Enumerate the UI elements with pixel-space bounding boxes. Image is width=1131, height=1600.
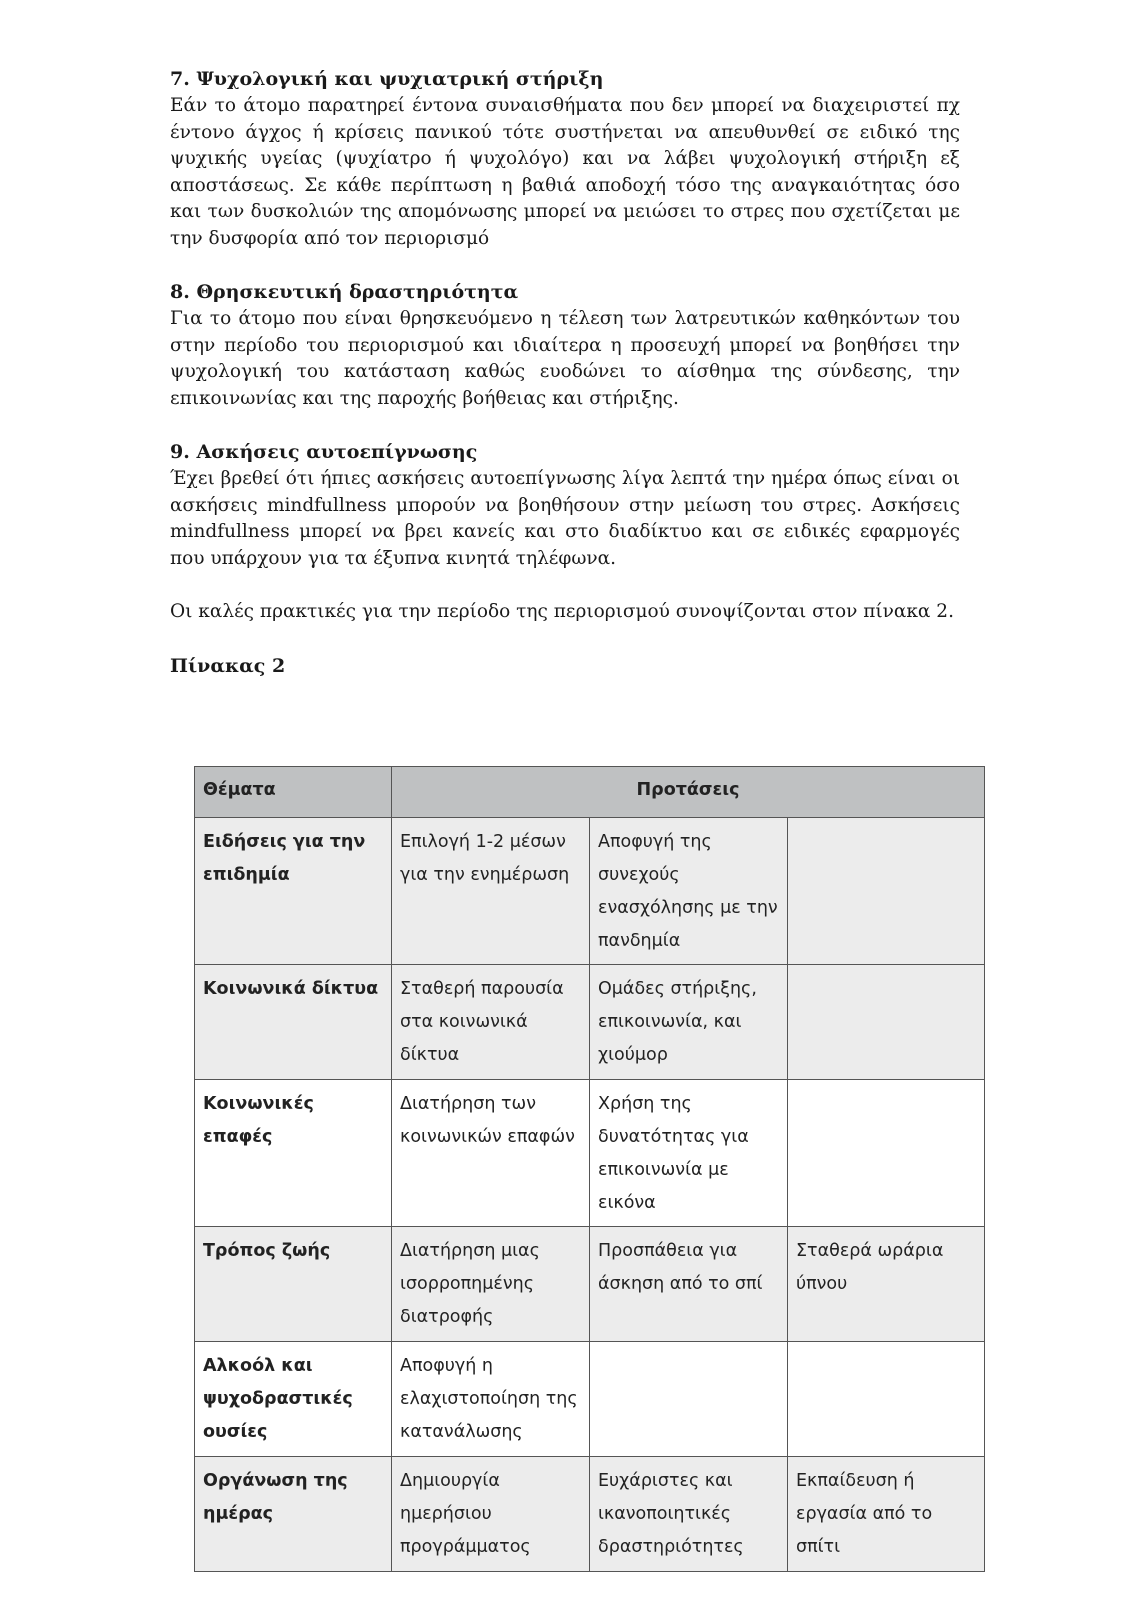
table-row (195, 1080, 985, 1227)
row-topic: Κοινωνικά δίκτυα (195, 965, 392, 1080)
row-topic: Κοινωνικές επαφές (195, 1080, 392, 1227)
row-suggestion-1: Διατήρηση μιας ισορροπημένης διατροφής (392, 1227, 590, 1342)
row-topic: Οργάνωση της ημέρας (195, 1457, 392, 1572)
table-row (195, 1457, 985, 1572)
row-suggestion-2: Ομάδες στήριξης, επικοινωνία, και χιούμορ (590, 965, 788, 1080)
row-suggestion-3: Σταθερά ωράρια ύπνου (788, 1227, 985, 1342)
row-suggestion-2: Προσπάθεια για άσκηση από το σπί (590, 1227, 788, 1342)
table-row (195, 1227, 985, 1342)
document-body (170, 66, 960, 680)
table-row (195, 818, 985, 965)
row-suggestion-3 (788, 965, 985, 1080)
row-suggestion-1: Επιλογή 1-2 μέσων για την ενημέρωση (392, 818, 590, 965)
practices-table-wrapper (194, 766, 984, 1572)
row-suggestion-1: Διατήρηση των κοινωνικών επαφών (392, 1080, 590, 1227)
section-heading: 8. Θρησκευτική δραστηριότητα (170, 281, 519, 303)
row-suggestion-1: Σταθερή παρουσία στα κοινωνικά δίκτυα (392, 965, 590, 1080)
row-suggestion-3 (788, 1080, 985, 1227)
section-religious-activity (170, 279, 960, 412)
table-row (195, 1342, 985, 1457)
header-topics: Θέματα (195, 767, 392, 818)
table-header-row (195, 767, 985, 818)
row-topic: Τρόπος ζωής (195, 1227, 392, 1342)
row-suggestion-3 (788, 818, 985, 965)
table-row (195, 965, 985, 1080)
section-heading: 9. Ασκήσεις αυτοεπίγνωσης (170, 441, 478, 463)
row-suggestion-2: Αποφυγή της συνεχούς ενασχόλησης με την πανδημία (590, 818, 788, 965)
row-suggestion-3 (788, 1342, 985, 1457)
table-title: Πίνακας 2 (170, 654, 286, 677)
section-heading: 7. Ψυχολογική και ψυχιατρική στήριξη (170, 68, 604, 90)
section-paragraph: Έχει βρεθεί ότι ήπιες ασκήσεις αυτοεπίγνωσης λίγα λεπτά την ημέρα όπως είναι οι ασκήσεις mindfullness μπορούν να βοηθήσουν στην μείωση του στρες. Ασκήσεις mindfullness μπορεί να βρει κανείς και στο διαδίκτυο και σε ειδικές εφαρμογές που υπάρχουν για τα έξυπνα κινητά τηλέφωνα. (170, 468, 960, 569)
section-paragraph: Εάν το άτομο παρατηρεί έντονα συναισθήματα που δεν μπορεί να διαχειριστεί πχ έντονο άγχος ή κρίσεις πανικού τότε συστήνεται να απευθυνθεί σε ειδικό της ψυχικής υγείας (ψυχίατρο ή ψυχολόγο) και να λάβει ψυχολογική στήριξη εξ αποστάσεως. Σε κάθε περίπτωση η βαθιά αποδοχή τόσο της αναγκαιότητας όσο και των δυσκολιών της απομόνωσης μπορεί να μειώσει το στρες που σχετίζεται με την δυσφορία από τον περιορισμό (170, 95, 960, 249)
row-suggestion-2 (590, 1342, 788, 1457)
section-psychological-support (170, 66, 960, 252)
row-suggestion-2: Χρήση της δυνατότητας για επικοινωνία με εικόνα (590, 1080, 788, 1227)
row-suggestion-1: Αποφυγή η ελαχιστοποίηση της κατανάλωσης (392, 1342, 590, 1457)
row-suggestion-1: Δημιουργία ημερήσιου προγράμματος (392, 1457, 590, 1572)
row-suggestion-3: Εκπαίδευση ή εργασία από το σπίτι (788, 1457, 985, 1572)
row-suggestion-2: Ευχάριστες και ικανοποιητικές δραστηριότητες (590, 1457, 788, 1572)
section-self-awareness (170, 439, 960, 572)
row-topic: Αλκοόλ και ψυχοδραστικές ουσίες (195, 1342, 392, 1457)
header-suggestions: Προτάσεις (392, 767, 985, 818)
section-paragraph: Για το άτομο που είναι θρησκευόμενο η τέλεση των λατρευτικών καθηκόντων του στην περίοδο του περιορισμού και ιδιαίτερα η προσευχή μπορεί να βοηθήσει την ψυχολογική του κατάσταση καθώς ευοδώνει το αίσθημα της σύνδεσης, την επικοινωνίας και της παροχής βοήθειας και στήριξης. (170, 308, 960, 409)
summary-paragraph: Οι καλές πρακτικές για την περίοδο της περιορισμού συνοψίζονται στον πίνακα 2. (170, 601, 954, 622)
practices-table (194, 766, 985, 1572)
row-topic: Ειδήσεις για την επιδημία (195, 818, 392, 965)
